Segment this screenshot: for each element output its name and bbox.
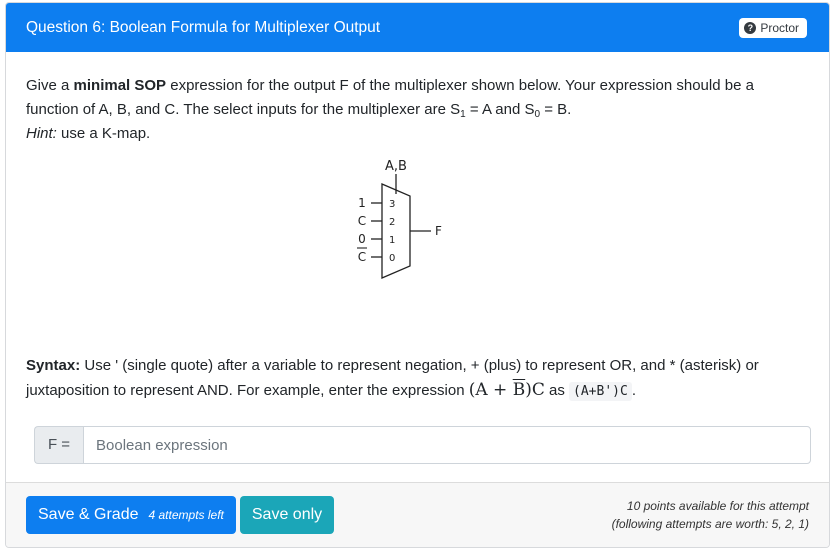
proctor-label: Proctor bbox=[760, 20, 799, 35]
hint-text: use a K-map. bbox=[56, 125, 151, 142]
port-number: 0 bbox=[389, 253, 396, 264]
points-info bbox=[612, 497, 809, 533]
question-footer bbox=[6, 482, 829, 547]
port-number: 1 bbox=[389, 235, 396, 246]
question-header bbox=[6, 3, 829, 52]
syntax-text: Use ' (single quote) after a variable to represent negation, + (plus) to represent OR, and * (asterisk) or bbox=[80, 357, 759, 374]
multiplexer-diagram bbox=[26, 154, 809, 354]
answer-input-group bbox=[34, 426, 811, 464]
data-input-label: C bbox=[357, 250, 367, 264]
attempts-left: 4 attempts left bbox=[148, 508, 224, 522]
prompt-emphasis: minimal SOP bbox=[73, 77, 167, 94]
math-part: )C bbox=[525, 380, 545, 400]
data-input-label: 1 bbox=[358, 196, 366, 210]
syntax-text: as bbox=[544, 382, 570, 399]
question-circle-icon: ? bbox=[744, 22, 756, 34]
save-grade-button[interactable] bbox=[26, 496, 236, 534]
syntax-text: juxtaposition to represent AND. For example, enter the expression bbox=[26, 382, 469, 399]
future-points-text: (following attempts are worth: 5, 2, 1) bbox=[611, 517, 809, 531]
select-subscript: 0 bbox=[534, 109, 541, 120]
save-only-button[interactable]: Save only bbox=[240, 496, 334, 534]
prompt-text: = B. bbox=[540, 101, 572, 118]
question-title: Question 6: Boolean Formula for Multiplexer Output bbox=[26, 18, 381, 36]
question-body bbox=[6, 52, 829, 464]
code-example: (A+B')C bbox=[569, 382, 632, 401]
select-label: A,B bbox=[385, 159, 407, 174]
prompt-text: = A and S bbox=[465, 101, 535, 118]
syntax-label: Syntax: bbox=[26, 357, 81, 374]
prompt-text: Give a bbox=[26, 77, 74, 94]
prompt-text: expression for the output F of the multiplexer shown below. Your expression should be a bbox=[166, 77, 754, 94]
syntax-text: . bbox=[631, 382, 636, 399]
math-part: (A + bbox=[468, 380, 513, 400]
proctor-badge[interactable] bbox=[739, 18, 807, 38]
prompt-text: function of A, B, and C. The select inputs for the multiplexer are S bbox=[26, 101, 461, 118]
boolean-expression-input[interactable] bbox=[83, 426, 811, 464]
output-label: F bbox=[435, 224, 442, 238]
math-part: $\overline{B}$ bbox=[512, 380, 526, 400]
hint-label: Hint: bbox=[26, 125, 57, 142]
data-input-label: 0 bbox=[358, 232, 366, 246]
question-card bbox=[5, 2, 830, 548]
points-text: 10 points available for this attempt bbox=[626, 499, 809, 513]
question-prompt bbox=[26, 74, 809, 146]
multiplexer-body bbox=[382, 184, 410, 278]
save-grade-label: Save & Grade bbox=[38, 506, 139, 523]
select-subscript: 1 bbox=[460, 109, 466, 120]
data-input-label: C bbox=[357, 214, 367, 228]
port-number: 3 bbox=[389, 199, 396, 210]
multiplexer-svg bbox=[26, 154, 811, 354]
syntax-note bbox=[26, 354, 809, 404]
port-number: 2 bbox=[389, 217, 396, 228]
math-example bbox=[469, 380, 545, 400]
answer-label: F = bbox=[34, 426, 83, 464]
